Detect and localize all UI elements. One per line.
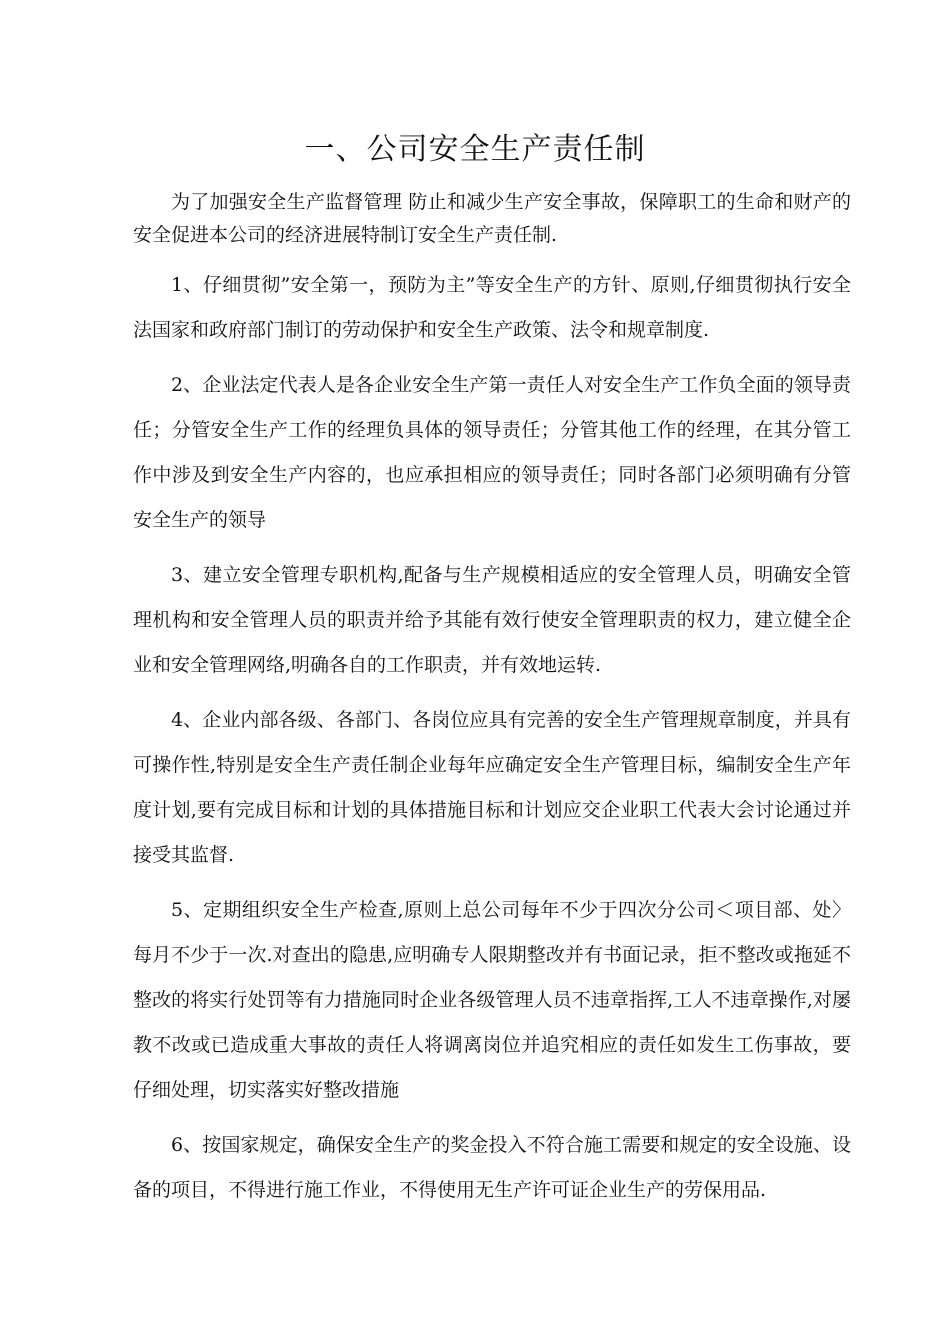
clause-4-paragraph: 4、企业内部各级、各部门、各岗位应具有完善的安全生产管理规章制度，并具有可操作性,特别是安全生产责任制企业每年应确定安全生产管理目标，编制安全生产年度计划,要有完成目标和计划的具体措施目标和计划应交企业职工代表大会讨论通过并接受其监督. bbox=[133, 709, 851, 866]
clause-3-paragraph: 3、建立安全管理专职机构,配备与生产规模相适应的安全管理人员，明确安全管理机构和安全管理人员的职责并给予其能有效行使安全管理职责的权力，建立健全企业和安全管理网络,明确各自的工作职责，并有效地运转. bbox=[133, 564, 851, 676]
page-title: 一、公司安全生产责任制 bbox=[304, 132, 646, 167]
clause-2-paragraph: 2、企业法定代表人是各企业安全生产第一责任人对安全生产工作负全面的领导责任；分管安全生产工作的经理负具体的领导责任；分管其他工作的经理，在其分管工作中涉及到安全生产内容的，也应承担相应的领导责任；同时各部门必须明确有分管安全生产的领导 bbox=[133, 374, 851, 531]
document-body bbox=[133, 186, 851, 1223]
intro-paragraph: 为了加强安全生产监督管理 防止和减少生产安全事故，保障职工的生命和财产的安全促进本公司的经济进展特制订安全生产责任制. bbox=[133, 191, 851, 246]
clause-6-paragraph: 6、按国家规定，确保安全生产的奖金投入不符合施工需要和规定的安全设施、设备的项目，不得进行施工作业，不得使用无生产许可证企业生产的劳保用品. bbox=[133, 1134, 851, 1201]
clause-5-paragraph: 5、定期组织安全生产检查,原则上总公司每年不少于四次分公司＜项目部、处〉每月不少于一次.对查出的隐患,应明确专人限期整改并有书面记录，拒不整改或拖延不整改的将实行处罚等有力措施同时企业各级管理人员不违章指挥,工人不违章操作,对屡教不改或已造成重大事故的责任人将调离岗位并追究相应的责任如发生工伤事故，要仔细处理，切实落实好整改措施 bbox=[133, 899, 851, 1101]
clause-1-paragraph: 1、仔细贯彻”安全第一，预防为主”等安全生产的方针、原则,仔细贯彻执行安全法国家和政府部门制订的劳动保护和安全生产政策、法令和规章制度. bbox=[133, 274, 851, 341]
